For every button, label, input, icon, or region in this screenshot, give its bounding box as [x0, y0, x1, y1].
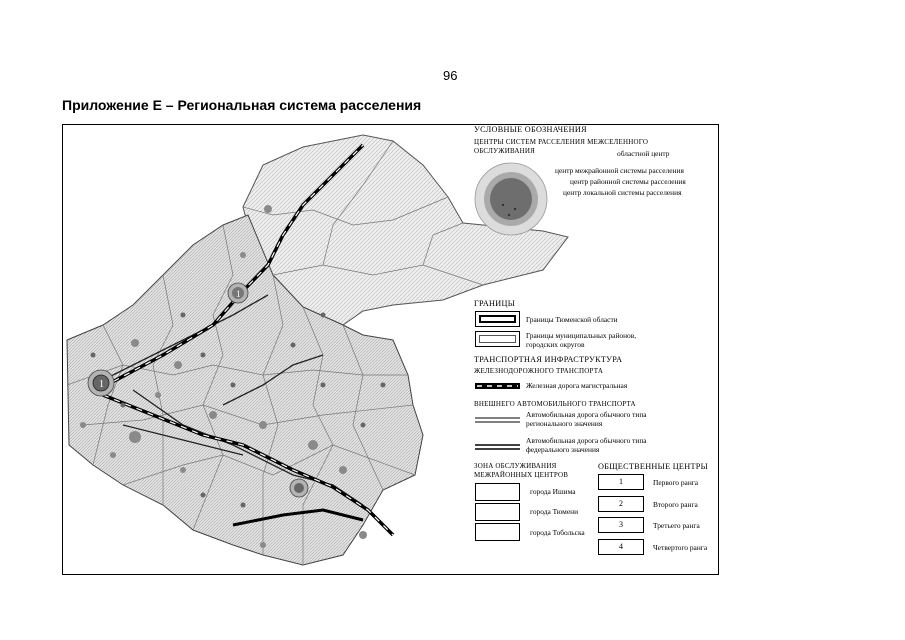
- legend-rail-title: ЖЕЛЕЗНОДОРОЖНОГО ТРАНСПОРТА: [474, 367, 604, 375]
- rank-3-label: Третьего ранга: [653, 521, 700, 530]
- rank-3-box: 3: [598, 517, 644, 533]
- legend-zone-title-line2: МЕЖРАЙОННЫХ ЦЕНТРОВ: [474, 471, 569, 479]
- legend-zone-title-line1: ЗОНА ОБСЛУЖИВАНИЯ: [474, 462, 557, 470]
- rank-1-box: 1: [598, 474, 644, 490]
- legend-road-title: ВНЕШНЕГО АВТОМОБИЛЬНОГО ТРАНСПОРТА: [474, 400, 636, 408]
- legend-center-interdistrict: центр межрайонной системы расселения: [555, 166, 684, 175]
- legend-center-symbol: [475, 163, 547, 235]
- legend-federal-road-label2: федерального значения: [526, 445, 600, 454]
- legend-district-border-label2: городских округов: [526, 340, 585, 349]
- legend-transport-title: ТРАНСПОРТНАЯ ИНФРАСТРУКТУРА: [474, 355, 623, 364]
- legend-region-border-label: Границы Тюменской области: [526, 315, 618, 324]
- legend-borders-title: ГРАНИЦЫ: [474, 299, 516, 308]
- legend-rail-label: Железная дорога магистральная: [526, 381, 628, 390]
- legend-center-regional: областной центр: [617, 149, 670, 158]
- center-label-tyumen: 1: [99, 379, 104, 390]
- rank-4-box: 4: [598, 539, 644, 555]
- rank-4-label: Четвертого ранга: [653, 543, 708, 552]
- rank-2-label: Второго ранга: [653, 500, 698, 509]
- legend-district-border-symbol: [475, 331, 520, 347]
- legend-title: УСЛОВНЫЕ ОБОЗНАЧЕНИЯ: [474, 125, 587, 134]
- rank-2-box: 2: [598, 496, 644, 512]
- legend-zone-ishim-symbol: [475, 483, 520, 501]
- legend-center-local: центр локальной системы расселения: [563, 188, 682, 197]
- legend-zone-tobolsk-symbol: [475, 523, 520, 541]
- legend-zone-tyumen-label: города Тюмени: [530, 507, 579, 516]
- legend-regional-road-label2: регионального значения: [526, 419, 603, 428]
- legend-federal-road-label1: Автомобильная дорога обычного типа: [526, 436, 647, 445]
- legend-zone-ishim-label: города Ишима: [530, 487, 576, 496]
- settlement-map: [62, 124, 719, 575]
- legend-region-border-symbol: [475, 311, 520, 327]
- legend-public-centers-title: ОБЩЕСТВЕННЫЕ ЦЕНТРЫ: [598, 462, 709, 471]
- legend-zone-tyumen-symbol: [475, 503, 520, 521]
- legend-center-district: центр районной системы расселения: [570, 177, 686, 186]
- center-label-tobolsk: 1: [236, 289, 241, 299]
- legend-centers-title-line2: ОБСЛУЖИВАНИЯ: [474, 147, 536, 155]
- legend-rail-symbol: [475, 383, 520, 389]
- legend-district-border-label1: Границы муниципальных районов,: [526, 331, 637, 340]
- legend-road-symbols: [475, 418, 520, 449]
- page-number: 96: [443, 68, 458, 83]
- legend-centers-title-line1: ЦЕНТРЫ СИСТЕМ РАССЕЛЕНИЯ МЕЖСЕЛЕННОГО: [474, 138, 649, 146]
- page-heading: Приложение Е – Региональная система расселения: [62, 97, 422, 113]
- legend-regional-road-label1: Автомобильная дорога обычного типа: [526, 410, 647, 419]
- rank-1-label: Первого ранга: [653, 478, 699, 487]
- legend-zone-tobolsk-label: города Тобольска: [530, 528, 585, 537]
